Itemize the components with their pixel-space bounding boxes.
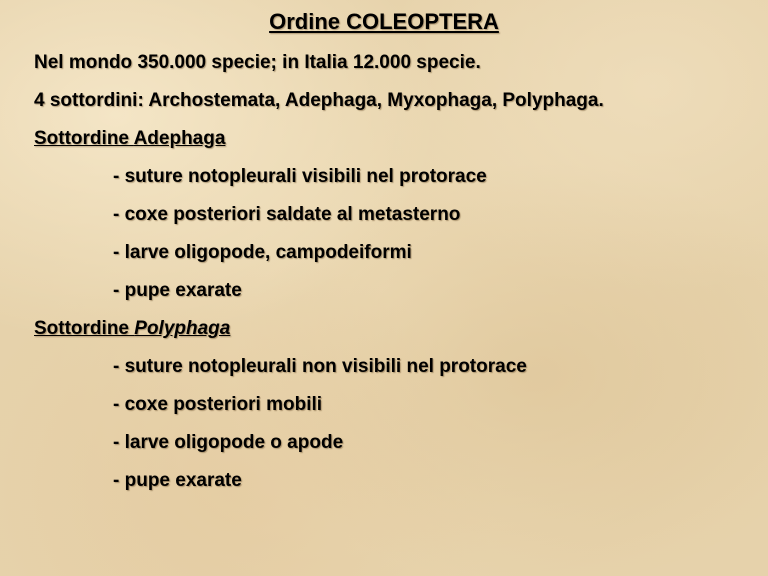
- suborder-prefix: Sottordine: [34, 318, 135, 339]
- polyphaga-item-3: - larve oligopode o apode: [113, 432, 344, 453]
- suborder-name: Polyphaga: [134, 318, 231, 339]
- suborder-polyphaga-heading: [34, 317, 230, 341]
- suborder-name: Adephaga: [133, 128, 226, 149]
- intro-line-2: 4 sottordini: Archostemata, Adephaga, Myxophaga, Polyphaga.: [34, 90, 604, 111]
- polyphaga-item-1: - suture notopleurali non visibili nel protorace: [113, 356, 527, 377]
- polyphaga-item-2: - coxe posteriori mobili: [113, 394, 323, 415]
- adephaga-item-2: - coxe posteriori saldate al metasterno: [113, 204, 461, 225]
- adephaga-item-1: - suture notopleurali visibili nel protorace: [113, 166, 487, 187]
- suborder-adephaga-heading: [34, 127, 225, 151]
- adephaga-item-3: - larve oligopode, campodeiformi: [113, 242, 412, 263]
- suborder-prefix: Sottordine: [34, 128, 134, 149]
- intro-line-1: Nel mondo 350.000 specie; in Italia 12.000 specie.: [34, 52, 481, 73]
- slide-title: Ordine COLEOPTERA: [269, 9, 499, 34]
- polyphaga-item-4: - pupe exarate: [113, 470, 242, 491]
- adephaga-item-4: - pupe exarate: [113, 280, 242, 301]
